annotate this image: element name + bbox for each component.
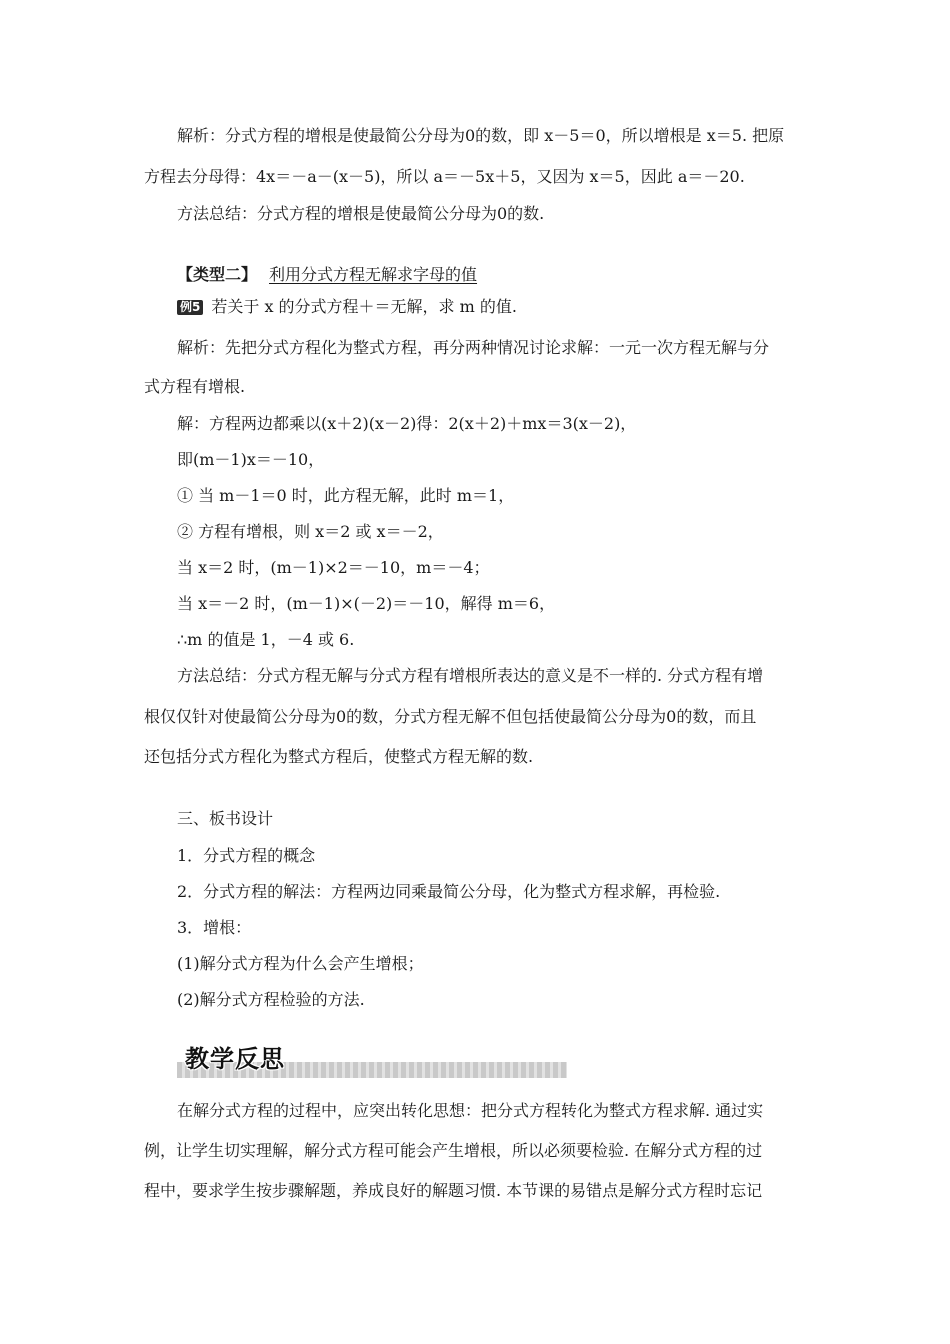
- analysis1-line2: 方程去分母得：4x＝－a－(x－5)，所以 a＝－5x＋5，又因为 x＝5，因此 a＝－20.: [144, 167, 745, 186]
- summary2-line2: 根仅仅针对使最简公分母为0的数，分式方程无解不但包括使最简公分母为0的数，而且: [144, 707, 757, 726]
- reflection-banner-label: 教学反思: [185, 1045, 285, 1073]
- example5-text: 若关于 x 的分式方程＋＝无解，求 m 的值.: [211, 297, 517, 316]
- board-item: 2．分式方程的解法：方程两边同乘最简公分母，化为整式方程求解，再检验.: [177, 882, 721, 901]
- board-heading: 三、板书设计: [177, 809, 274, 828]
- board-item: 1．分式方程的概念: [177, 846, 316, 865]
- summary2-line3: 还包括分式方程化为整式方程后，使整式方程无解的数.: [144, 747, 534, 766]
- reflection-line3: 程中，要求学生按步骤解题，养成良好的解题习惯. 本节课的易错点是解分式方程时忘记: [144, 1181, 763, 1200]
- solution-line: ② 方程有增根，则 x＝2 或 x＝－2，: [177, 522, 444, 541]
- type2-title: 利用分式方程无解求字母的值: [269, 265, 478, 284]
- analysis2-line2: 式方程有增根.: [144, 377, 246, 396]
- analysis2-line1: 解析：先把分式方程化为整式方程，再分两种情况讨论求解：一元一次方程无解与分: [177, 338, 770, 357]
- example5-badge: 例5: [177, 300, 203, 315]
- example5-line: [177, 296, 517, 318]
- analysis1-line1: 解析：分式方程的增根是使最简公分母为0的数，即 x－5＝0，所以增根是 x＝5. 把原: [177, 126, 785, 145]
- reflection-banner: [177, 1042, 567, 1078]
- board-item: (1)解分式方程为什么会产生增根；: [177, 954, 424, 973]
- reflection-line1: 在解分式方程的过程中，应突出转化思想：把分式方程转化为整式方程求解. 通过实: [177, 1101, 764, 1120]
- solution-line: 即(m－1)x＝－10，: [177, 450, 325, 469]
- board-item: 3．增根：: [177, 918, 252, 937]
- solution-line: 解：方程两边都乘以(x＋2)(x－2)得：2(x＋2)＋mx＝3(x－2)，: [177, 414, 637, 433]
- solution-line: ∴m 的值是 1，－4 或 6.: [177, 630, 355, 649]
- reflection-line2: 例，让学生切实理解，解分式方程可能会产生增根，所以必须要检验. 在解分式方程的过: [144, 1141, 763, 1160]
- solution-line: 当 x＝－2 时，(m－1)×(－2)＝－10，解得 m＝6，: [177, 594, 556, 613]
- type2-heading: [177, 264, 477, 286]
- board-item: (2)解分式方程检验的方法.: [177, 990, 365, 1009]
- summary1-text: 方法总结：分式方程的增根是使最简公分母为0的数.: [177, 204, 545, 223]
- type2-bracket: 【类型二】: [177, 265, 258, 284]
- solution-line: 当 x＝2 时，(m－1)×2＝－10，m＝－4；: [177, 558, 490, 577]
- solution-line: ① 当 m－1＝0 时，此方程无解，此时 m＝1，: [177, 486, 515, 505]
- summary2-line1: 方法总结：分式方程无解与分式方程有增根所表达的意义是不一样的. 分式方程有增: [177, 666, 764, 685]
